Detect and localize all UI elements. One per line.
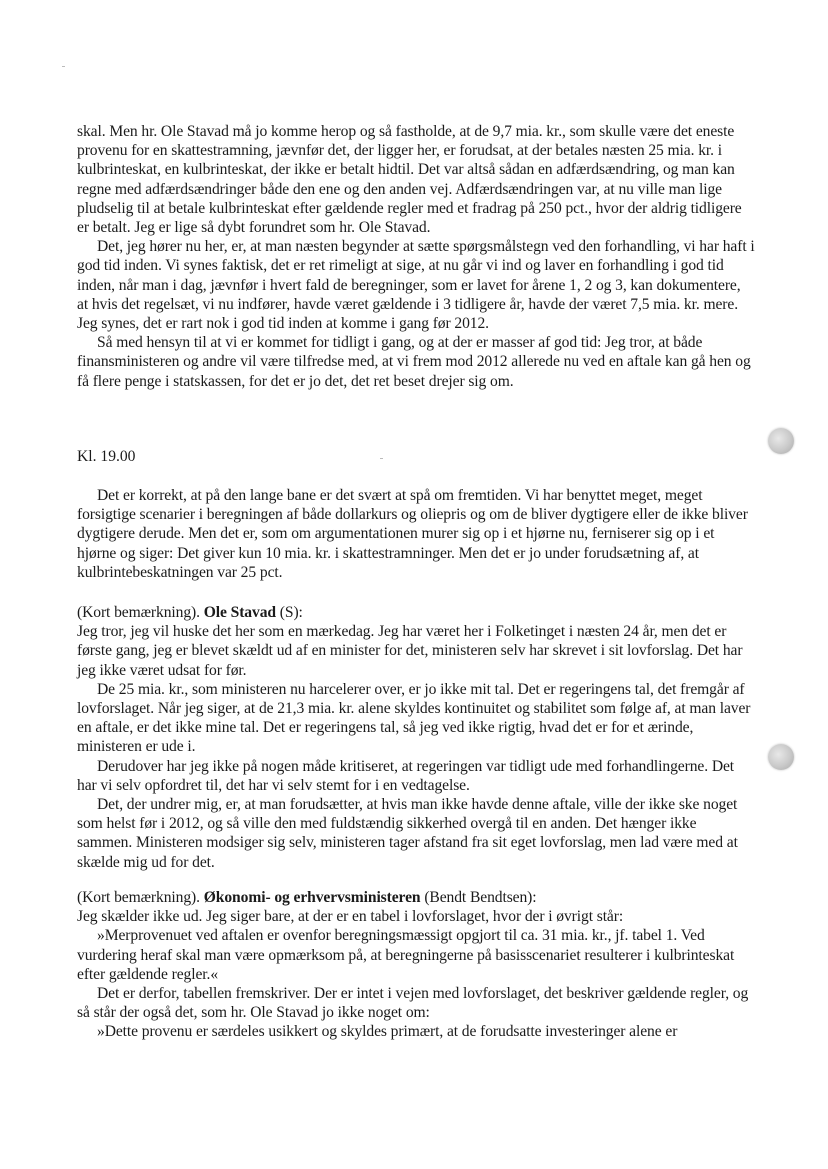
speaker-name: Økonomi- og erhvervsministeren	[203, 889, 421, 906]
text-block-2	[77, 486, 755, 582]
paragraph: Det er korrekt, at på den lange bane er det svært at spå om fremtiden. Vi har benyttet meget, meget forsigtige scenarier i beregningen af både dollarkurs og oliepris og om de bliver dygtigere eller de ikke bliver dygtigere derude. Men det er, som om argumentationen murer sig op i et hjørne nu, ferniserer sig op i et hjørne og siger: Det giver kun 10 mia. kr. i skattestramninger. Men det er jo under forudsætning af, at kulbrintebeskatningen var 25 pct.	[77, 487, 748, 581]
text-block-1	[77, 122, 755, 391]
paragraph: skal. Men hr. Ole Stavad må jo komme herop og så fastholde, at de 9,7 mia. kr., som skulle være det eneste provenu for en skattestramning, jævnfør det, der ligger her, er forudsat, at der betales næsten 25 mia. kr. i kulbrinteskat, en kulbrinteskat, der ikke er betalt hidtil. Det var altså sådan en adfærdsændring, og man kan regne med adfærdsændringer både den ene og den anden vej. Adfærdsændringen var, at nu ville man lige pludselig til at betale kulbrinteskat efter gældende regler med et fradrag på 250 pct., hvor der aldrig tidligere er betalt. Jeg er lige så dybt forundret som hr. Ole Stavad.	[77, 123, 742, 237]
paragraph: Jeg skælder ikke ud. Jeg siger bare, at der er en tabel i lovforslaget, hvor der i øvrigt står:	[77, 908, 624, 926]
speaker-prefix: (Kort bemærkning).	[77, 604, 200, 621]
punch-hole-icon	[768, 744, 794, 770]
speaker-section-minister	[77, 888, 755, 1042]
paragraph: Det, jeg hører nu her, er, at man næsten begynder at sætte spørgsmålstegn ved den forhandling, vi har haft i god tid inden. Vi synes faktisk, det er ret rimeligt at sige, at nu går vi ind og laver en forhandling i god tid inden, når man i dag, jævnfør i hvert fald de beregninger, som er lavet for årene 1, 2 og 3, kan dokumentere, at hvis det regelsæt, vi nu indfører, havde været gældende i 3 tidligere år, havde der været 7,5 mia. kr. mere. Jeg synes, det er rart nok i god tid inden at komme i gang før 2012.	[77, 238, 755, 333]
paragraph: »Merprovenuet ved aftalen er ovenfor beregningsmæssigt opgjort til ca. 31 mia. kr., jf. tabel 1. Ved vurdering heraf skal man være opmærksom på, at beregningerne på basisscenariet resulterer i kulbrinteskat efter gældende regler.«	[77, 927, 735, 983]
speaker-role: (Bendt Bendtsen):	[424, 889, 537, 906]
paragraph: Så med hensyn til at vi er kommet for tidligt i gang, og at der er masser af god tid: Jeg tror, at både finansministeren og andre vil være tilfredse med, at vi frem mod 2012 allerede nu ved en aftale kan gå hen og få flere penge i statskassen, for det er jo det, det ret beset drejer sig om.	[77, 334, 751, 390]
speaker-heading	[77, 888, 755, 907]
scan-speck	[380, 458, 383, 459]
speaker-party: (S):	[279, 604, 303, 621]
paragraph: »Dette provenu er særdeles usikkert og skyldes primært, at de forudsatte investeringer alene er	[97, 1023, 678, 1041]
punch-hole-icon	[768, 428, 794, 454]
speaker-heading	[77, 603, 755, 622]
speaker-prefix: (Kort bemærkning).	[77, 889, 200, 906]
paragraph: Det, der undrer mig, er, at man forudsætter, at hvis man ikke havde denne aftale, ville der ikke ske noget som helst før i 2012, og så ville den med fuldstændig sikkerhed overgå til en anden. Det hænger ikke sammen. Ministeren modsiger sig selv, ministeren tager afstand fra sit eget lovforslag, men lad være med at skælde mig ud for det.	[77, 796, 738, 871]
scan-speck	[62, 66, 65, 67]
timestamp: Kl. 19.00	[77, 448, 136, 465]
paragraph: Jeg tror, jeg vil huske det her som en mærkedag. Jeg har været her i Folketinget i næsten 24 år, men det er første gang, jeg er blevet skældt ud af en minister for det, ministeren selv har skrevet i sit lovforslag. Det har jeg ikke været udsat for før.	[77, 623, 743, 679]
paragraph: De 25 mia. kr., som ministeren nu harcelerer over, er jo ikke mit tal. Det er regeringens tal, det fremgår af lovforslaget. Når jeg siger, at de 21,3 mia. kr. alene skyldes kontinuitet og stabilitet som følge af, at man laver en aftale, er det ikke mine tal. Det er regeringens tal, så jeg ved ikke rigtig, hvad det er for et ærinde, ministeren er ude i.	[77, 680, 751, 756]
paragraph: Det er derfor, tabellen fremskriver. Der er intet i vejen med lovforslaget, det beskriver gældende regler, og så står der også det, som hr. Ole Stavad jo ikke noget om:	[77, 985, 749, 1022]
speaker-name: Ole Stavad	[203, 604, 276, 621]
speaker-section-ole-stavad	[77, 603, 755, 872]
paragraph: Derudover har jeg ikke på nogen måde kritiseret, at regeringen var tidligt ude med forhandlingerne. Det har vi selv opfordret til, det har vi selv stemt for i en vedtagelse.	[77, 757, 735, 794]
